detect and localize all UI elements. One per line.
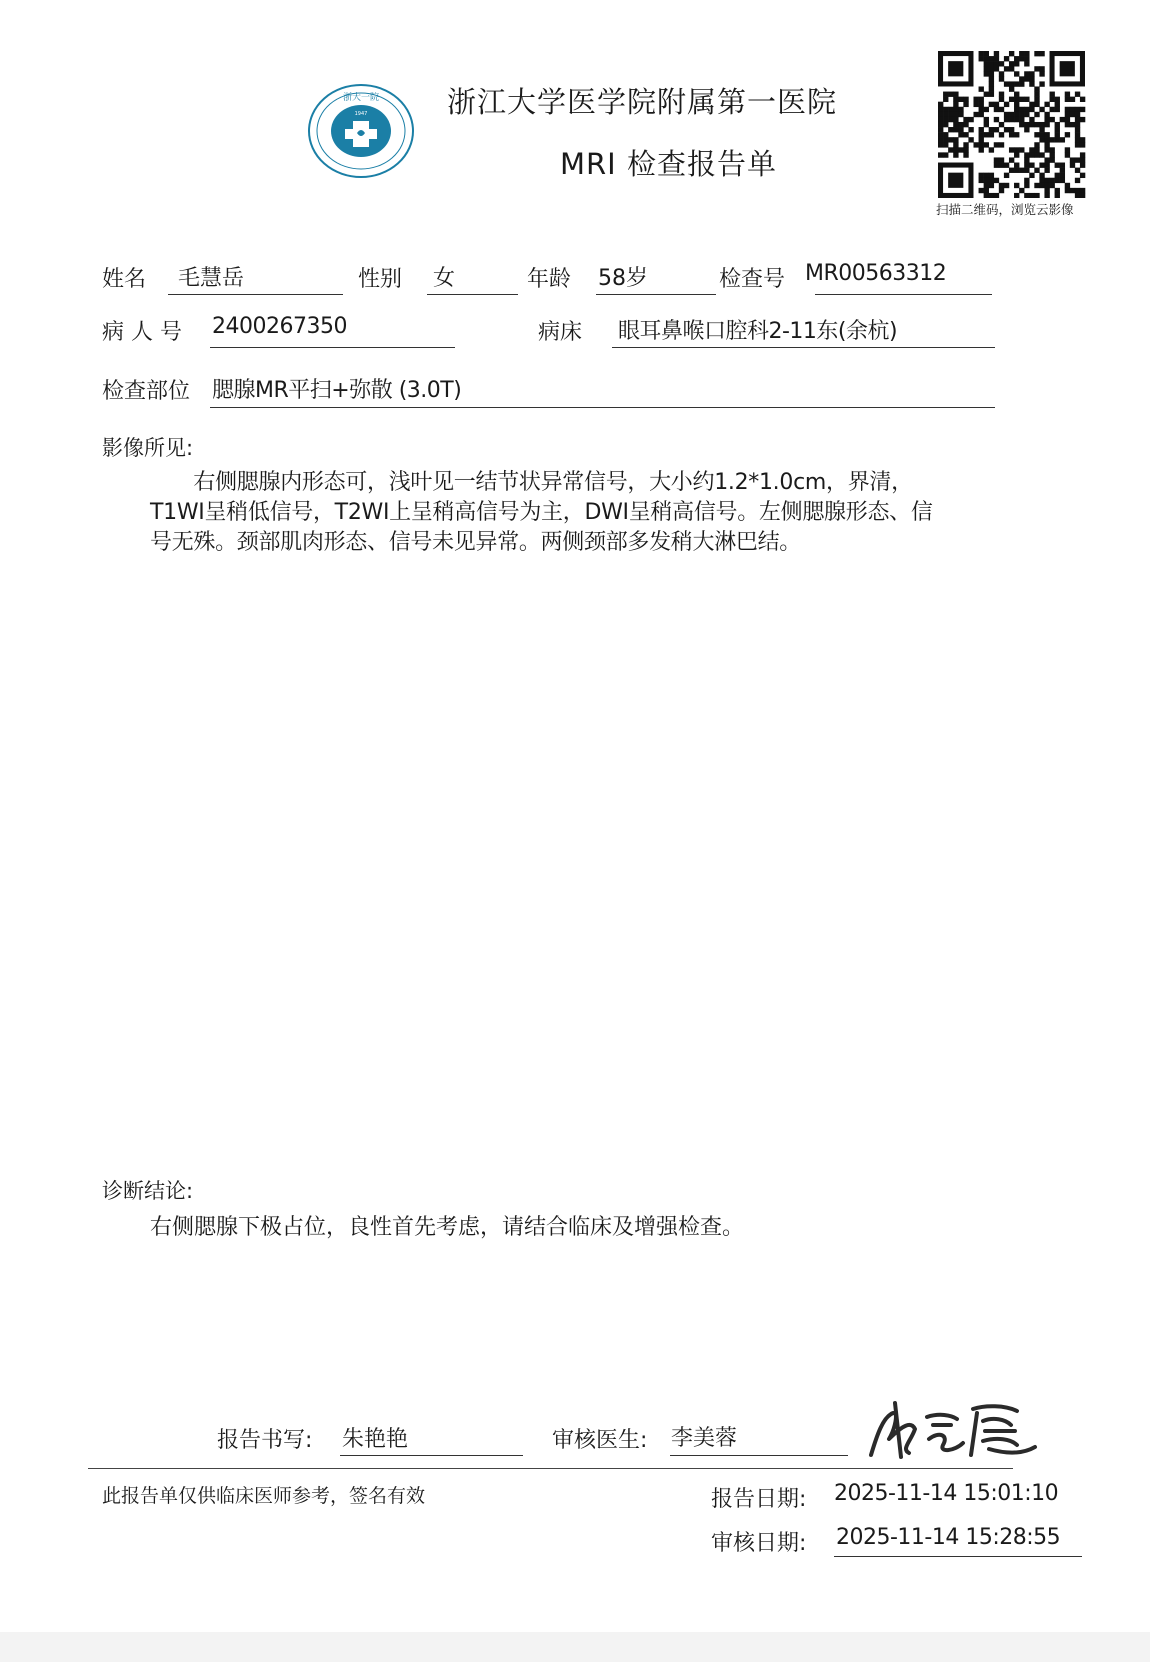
exam-site: 腮腺MR平扫+弥散 (3.0T) — [212, 378, 462, 403]
patient-name: 毛慧岳 — [178, 266, 245, 291]
exam-no-label: 检查号 — [719, 267, 786, 292]
exam-site-underline — [210, 407, 995, 408]
qr-caption: 扫描二维码，浏览云影像 — [936, 202, 1074, 217]
bed: 眼耳鼻喉口腔科2-11东(余杭) — [618, 319, 898, 344]
writer-label: 报告书写: — [217, 1428, 313, 1453]
writer-underline — [340, 1455, 523, 1456]
report-title: MRI 检查报告单 — [560, 147, 777, 181]
findings-line: 号无殊。颈部肌肉形态、信号未见异常。两侧颈部多发稍大淋巴结。 — [150, 530, 802, 555]
bed-label: 病床 — [538, 320, 583, 345]
hospital-name: 浙江大学医学院附属第一医院 — [447, 85, 838, 119]
exam-site-label: 检查部位 — [102, 379, 191, 404]
name-label: 姓名 — [102, 267, 147, 292]
report-date: 2025-11-14 15:01:10 — [834, 1481, 1059, 1506]
writer-name: 朱艳艳 — [342, 1427, 409, 1452]
review-date-underline — [834, 1556, 1082, 1557]
bottom-band — [0, 1632, 1150, 1662]
reviewer-label: 审核医生: — [552, 1428, 648, 1453]
review-date: 2025-11-14 15:28:55 — [836, 1525, 1061, 1550]
bed-underline — [612, 347, 995, 348]
patient-sex: 女 — [433, 266, 456, 291]
handwritten-signature — [865, 1395, 1045, 1470]
patient-no-label: 病 人 号 — [102, 320, 182, 345]
sex-underline — [427, 294, 518, 295]
patient-no: 2400267350 — [212, 314, 347, 339]
age-underline — [596, 294, 716, 295]
logo-year: 1947 — [354, 111, 368, 117]
logo-text: 浙大一院 — [342, 93, 380, 103]
patient-age: 58岁 — [598, 266, 648, 291]
reviewer-name: 李美蓉 — [671, 1426, 738, 1451]
qr-code-icon[interactable] — [934, 51, 1089, 198]
report-date-label: 报告日期: — [711, 1487, 807, 1512]
name-underline — [168, 294, 343, 295]
age-label: 年龄 — [527, 267, 572, 292]
conclusion-text: 右侧腮腺下极占位，良性首先考虑，请结合临床及增强检查。 — [150, 1215, 745, 1240]
exam-no: MR00563312 — [805, 261, 947, 286]
exam-no-underline — [815, 294, 992, 295]
patient-no-underline — [210, 347, 455, 348]
findings-text — [150, 468, 1030, 558]
disclaimer: 此报告单仅供临床医师参考，签名有效 — [102, 1485, 426, 1507]
footer-divider — [88, 1468, 1013, 1469]
sex-label: 性别 — [358, 267, 403, 292]
conclusion-label: 诊断结论: — [102, 1179, 194, 1203]
review-date-label: 审核日期: — [711, 1531, 807, 1556]
findings-line: T1WI呈稍低信号，T2WI上呈稍高信号为主，DWI呈稍高信号。左侧腮腺形态、信 — [150, 500, 933, 525]
findings-label: 影像所见: — [102, 436, 194, 460]
reviewer-underline — [670, 1455, 848, 1456]
findings-line: 右侧腮腺内形态可，浅叶见一结节状异常信号，大小约1.2*1.0cm，界清， — [150, 470, 913, 495]
hospital-logo — [307, 83, 415, 179]
